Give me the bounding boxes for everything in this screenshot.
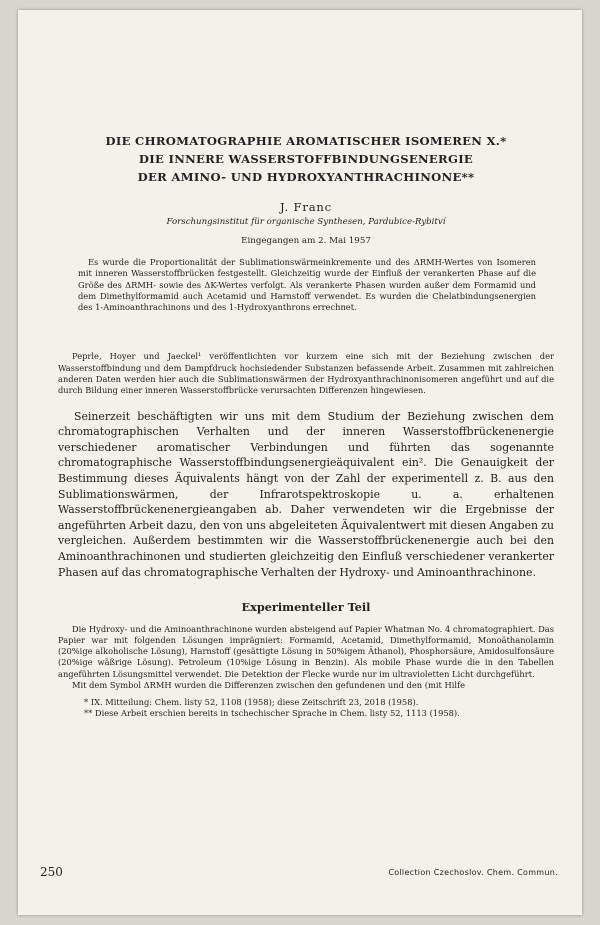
article-title bbox=[58, 132, 554, 186]
page-number: 250 bbox=[40, 865, 63, 879]
paper-page bbox=[18, 10, 582, 915]
article-body bbox=[58, 132, 554, 719]
journal-name: Collection Czechoslov. Chem. Commun. bbox=[388, 868, 558, 877]
experimental-paragraph-2: Mit dem Symbol ΔRMH wurden die Differenzen zwischen den gefundenen und den (mit Hilfe bbox=[72, 679, 466, 690]
title-line-2: DIE INNERE WASSERSTOFFBINDUNGSENERGIE bbox=[138, 152, 474, 166]
footnotes bbox=[58, 697, 554, 720]
author-name: J. Franc bbox=[280, 200, 332, 214]
intro-paragraph: Peprle, Hoyer und Jaeckel¹ veröffentlichten vor kurzem eine sich mit der Beziehung zwischen der Wasserstoffbindung und dem Dampfdruck hochsiedender Substanzen befassende Arbeit. Zusammen mit zahlreichen anderen Daten werden hier auch die Sublimationswärmen der Hydroxyanthrachinonisomeren angeführt und auf die durch Bildung einer inneren Wasserstoffbrücke verursachten Differenzen hingewiesen. bbox=[58, 351, 554, 396]
experimental-paragraph: Die Hydroxy- und die Aminoanthrachinone wurden absteigend auf Papier Whatman No. 4 chromatographiert. Das Papier war mit folgenden Lösungen imprägniert: Formamid, Acetamid, Dimethylformamid, Monoäthanolamin (20%ige alkoholische Lösung), Harnstoff (gesättigte Lösung in 50%igem Äthanol), Phosphorsäure, Amidosulfonsäure (20%ige wäßrige Lösung). Petroleum (10%ige Lösung in Benzin). Als mobile Phase wurde die in den Tabellen angeführten Lösungsmittel verwendet. Die Detektion der Flecke wurde nur im ultravioletten Licht durchgeführt. bbox=[58, 624, 554, 679]
received-date: Eingegangen am 2. Mai 1957 bbox=[241, 236, 371, 246]
main-paragraph: Seinerzeit beschäftigten wir uns mit dem Studium der Beziehung zwischen dem chromatographischen Verhalten und der inneren Wasserstoffbrückenenergie verschiedener aromatischer Verbindungen und führten das sogenannte chromatographische Wasserstoffbindungsenergieäquivalent ein². Die Genauigkeit der Bestimmung dieses Äquivalents hängt von der Zahl der experimentell z. B. aus den Sublimationswärmen, der Infrarotspektroskopie u. a. erhaltenen Wasserstoffbrückenenergieangaben ab. Daher verwendeten wir die Ergebnisse der angeführten Arbeit dazu, den von uns abgeleiteten Äquivalentwert mit diesen Angaben zu vergleichen. Außerdem bestimmten wir die Wasserstoffbrückenenergie auch bei den Aminoanthrachinonen und studierten gleichzeitig den Einfluß verschiedener verankerter Phasen auf das chromatographische Verhalten der Hydroxy- und Aminoanthrachinone. bbox=[58, 409, 554, 579]
abstract: Es wurde die Proportionalität der Sublimationswärmeinkremente und des ΔRMH-Wertes von Isomeren mit inneren Wasserstoffbrücken festgestellt. Gleichzeitig wurde der Einfluß der verankerten Phase auf die Größe des ΔRMH- sowie des ΔK-Wertes verfolgt. Als verankerte Phasen wurden außer dem Formamid und dem Dimethylformamid auch Acetamid und Harnstoff verwendet. Es wurden die Chelatbindungsenergien des 1-Aminoanthrachinons und des 1-Hydroxyanthrons errechnet. bbox=[78, 257, 536, 313]
title-line-1: DIE CHROMATOGRAPHIE AROMATISCHER ISOMEREN X.* bbox=[105, 134, 507, 148]
section-title: Experimenteller Teil bbox=[241, 600, 371, 615]
footnote-2: ** Diese Arbeit erschien bereits in tschechischer Sprache in Chem. listy 52, 1113 (1958). bbox=[84, 708, 460, 719]
title-line-3: DER AMINO- UND HYDROXYANTHRACHINONE** bbox=[137, 170, 475, 184]
footnote-1: * IX. Mitteilung: Chem. listy 52, 1108 (1958); diese Zeitschrift 23, 2018 (1958). bbox=[84, 696, 419, 707]
author-institute: Forschungsinstitut für organische Synthesen, Pardubice-Rybitví bbox=[166, 217, 446, 227]
